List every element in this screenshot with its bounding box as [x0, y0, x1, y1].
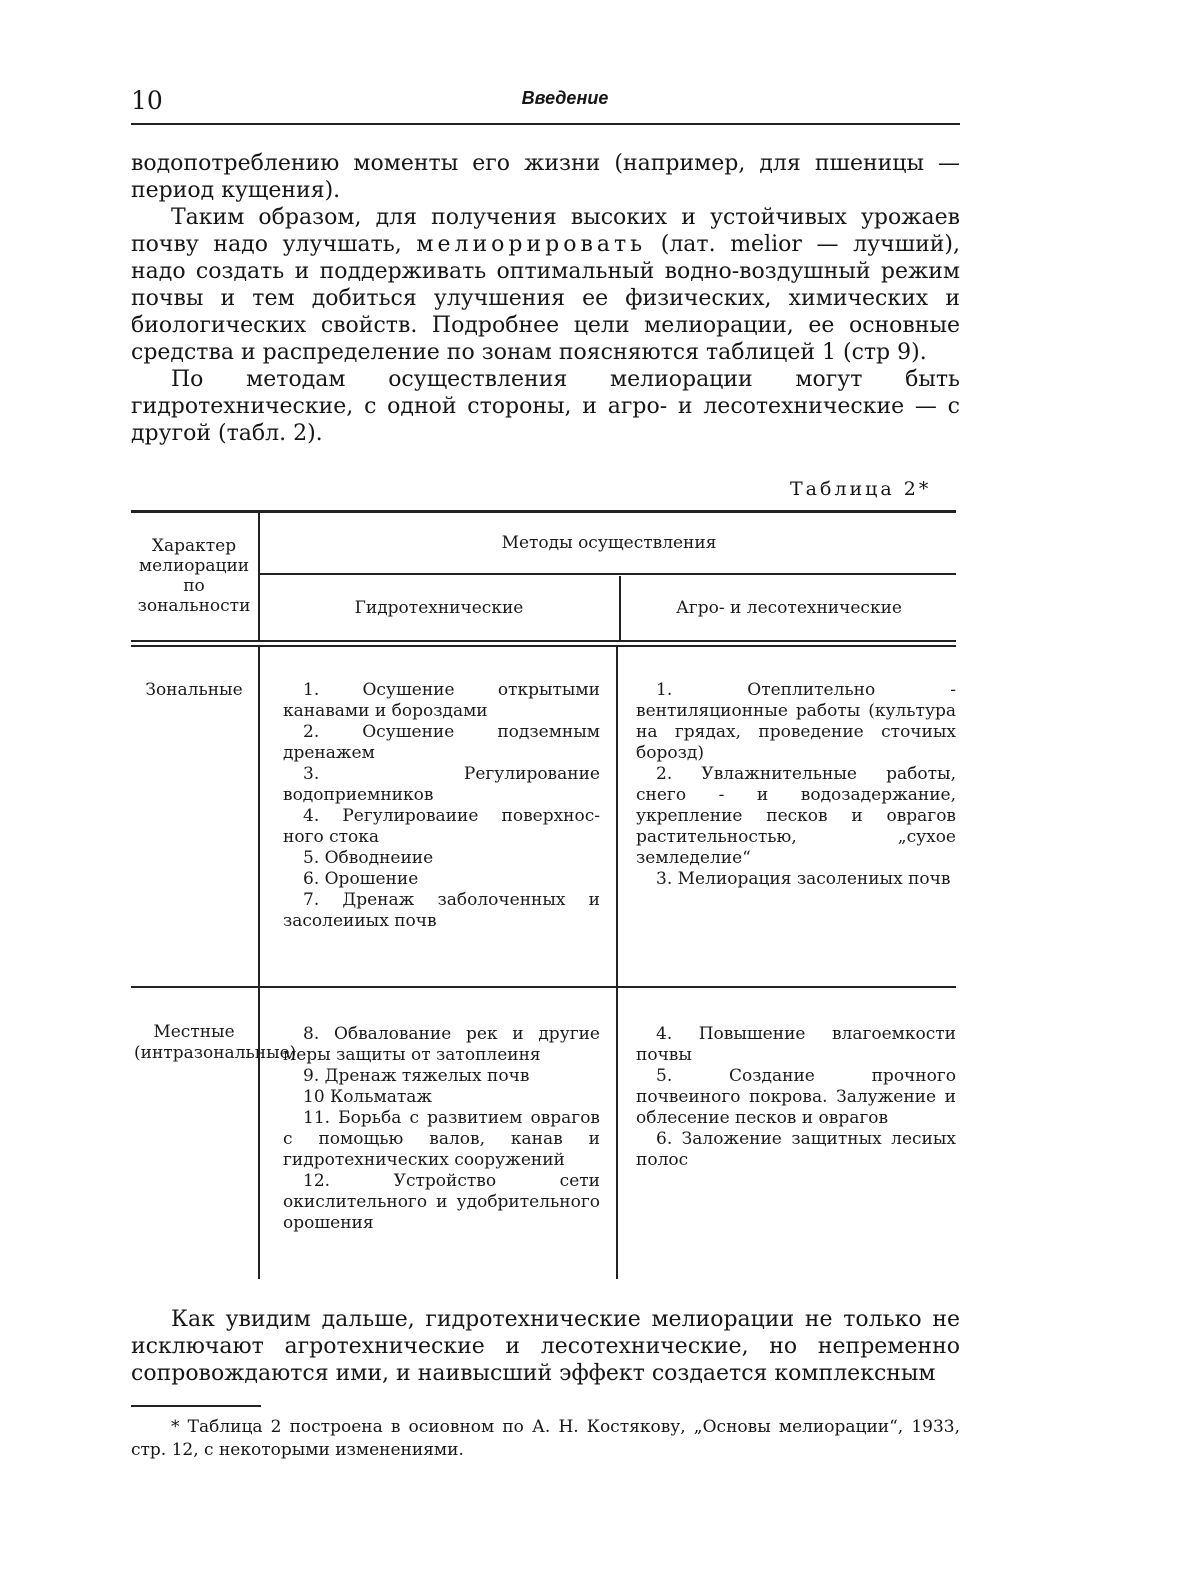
- table-vline-body-left: [258, 647, 260, 1279]
- header-character: Характер мелиорации по зональности: [137, 536, 251, 616]
- page-number: 10: [131, 86, 163, 115]
- table-header-bottom-rule: [131, 640, 956, 642]
- table-vline-body-mid: [616, 647, 618, 1279]
- row-label-zonal: Зональные: [145, 680, 243, 700]
- table-top-rule: [131, 510, 956, 513]
- list-item: 4. Регулироваиие поверхнос-ного стока: [283, 806, 600, 847]
- emphasized-term: мелиорировать: [416, 232, 647, 257]
- list-item: 6. Заложение защитных лесиых полос: [636, 1129, 956, 1170]
- local-hydro-list: [283, 1024, 600, 1234]
- list-item: 12. Устройство сети окислительного и удобрительного орошения: [283, 1171, 600, 1233]
- footnote-rule: [131, 1405, 261, 1407]
- list-item: 2. Осушение подземным дренажем: [283, 722, 600, 763]
- list-item: 1. Осушение открытыми канавами и бороздами: [283, 680, 600, 721]
- table-vline-header: [258, 512, 260, 640]
- footnote: * Таблица 2 построена в осиовном по А. Н. Костякову, „Основы мелиорации“, 1933, стр. 12, с некоторыми изменениями.: [131, 1417, 960, 1460]
- table-methods-subrule: [260, 573, 956, 575]
- paragraph-4: Как увидим дальше, гидротехнические мелиорации не только не исключают агротехнические и лесотехнические, но непременно сопровождаются ими, и наивысший эффект создается комплексным: [131, 1307, 960, 1386]
- paragraph-2-start: Таким образом, для получения высоких и устойчивых урожаев почву надо улучшать,: [131, 205, 960, 257]
- running-title: Введение: [521, 88, 609, 108]
- list-item: 10 Кольматаж: [303, 1087, 433, 1107]
- paragraph-2: [131, 204, 960, 366]
- header-agro: Агро- и лесотехнические: [676, 598, 902, 618]
- table-header-bottom-rule-2: [131, 645, 956, 647]
- list-item: 4. Повышение влагоемкости почвы: [636, 1024, 956, 1065]
- table-caption: Таблица 2*: [790, 478, 932, 500]
- list-item: 5. Создание прочного почвеиного покрова. Залужение и облесение песков и оврагов: [636, 1066, 956, 1128]
- list-item: 8. Обвалование рек и другие меры защиты от затоплеиня: [283, 1024, 600, 1065]
- row-label-local: Местные (интразональные): [134, 1022, 297, 1063]
- list-item: 3. Регулирование водоприемников: [283, 764, 600, 805]
- list-item: 2. Увлажнительные работы, снего - и водозадержание, укрепление песков и оврагов растительностью, „сухое земледелие“: [636, 764, 956, 868]
- local-agro-list: [636, 1024, 956, 1171]
- paragraph-3: По методам осуществления мелиорации могут быть гидротехнические, с одной стороны, и агро- и лесотехнические — с другой (табл. 2).: [131, 367, 960, 446]
- zonal-agro-list: [636, 680, 956, 890]
- list-item: 9. Дренаж тяжелых почв: [303, 1066, 530, 1086]
- header-hydro: Гидротехнические: [354, 598, 524, 618]
- table-vline-header-mid: [619, 576, 621, 640]
- paragraph-1: водопотреблению моменты его жизни (например, для пшеницы — период кущения).: [131, 151, 960, 203]
- header-methods: Методы осуществления: [501, 533, 717, 553]
- body-text: [131, 150, 960, 447]
- text-after-table: [131, 1306, 960, 1387]
- paragraph-2-end: (лат. melior — лучший), надо создать и поддерживать оптимальный водно-воздушный режим почвы и тем добиться улучшения ее физических, химических и биологических свойств. Подробнее цели мелиорации, ее основные средства и распределение по зонам поясняются таблицей 1 (стр 9).: [131, 232, 960, 365]
- list-item: 7. Дренаж заболоченных и засолеииых почв: [283, 890, 600, 931]
- list-item: 1. Отеплительно - вентиляционные работы (культура на грядах, проведение сточиых борозд): [636, 680, 956, 763]
- list-item: 11. Борьба с развитием оврагов с помощью валов, канав и гидротехнических сооружений: [283, 1108, 600, 1170]
- table-row-separator: [131, 986, 956, 988]
- list-item: 6. Орошение: [303, 869, 419, 889]
- list-item: 5. Обводнеиие: [303, 848, 434, 868]
- zonal-hydro-list: [283, 680, 600, 932]
- list-item: 3. Мелиорация засолениых почв: [656, 869, 951, 889]
- header-rule: [131, 123, 960, 125]
